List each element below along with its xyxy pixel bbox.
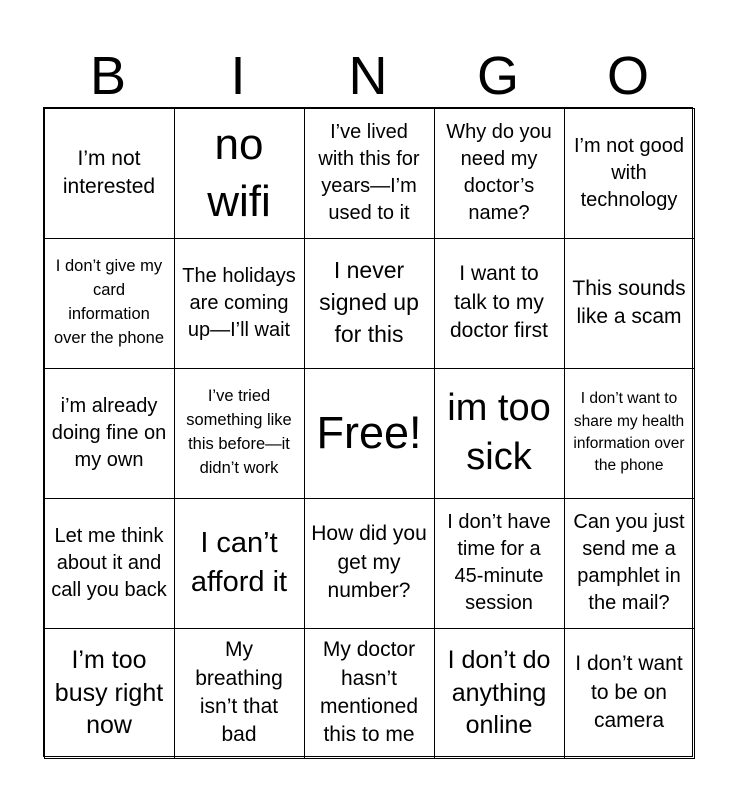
- cell-text: I’m too busy right now: [54, 646, 164, 740]
- bingo-cell[interactable]: [434, 368, 565, 499]
- cell-text: I’ve lived with this for years—I’m used to it: [318, 121, 420, 224]
- cell-text: I’ve tried something like this before—it didn’t work: [186, 387, 292, 477]
- cell-text: Why do you need my doctor’s name?: [446, 121, 552, 224]
- bingo-cell[interactable]: [304, 238, 435, 369]
- header-letter-n: N: [348, 46, 388, 106]
- cell-text: My doctor hasn’t mentioned this to me: [319, 638, 419, 747]
- free-space-text: Free!: [316, 407, 422, 458]
- bingo-cell[interactable]: [564, 238, 695, 369]
- bingo-cell[interactable]: [564, 498, 695, 629]
- cell-text: I’m not good with technology: [573, 134, 685, 211]
- bingo-cell[interactable]: [564, 108, 695, 239]
- bingo-cell[interactable]: [564, 368, 695, 499]
- cell-text: I don’t want to share my health information over the phone: [573, 390, 685, 475]
- cell-text: no wifi: [207, 119, 271, 226]
- cell-text: I never signed up for this: [319, 257, 419, 347]
- bingo-cell[interactable]: [434, 628, 565, 759]
- cell-text: I want to talk to my doctor first: [449, 262, 549, 343]
- bingo-cell[interactable]: [174, 108, 305, 239]
- cell-text: I don’t want to be on camera: [575, 652, 683, 733]
- cell-text: How did you get my number?: [311, 522, 427, 603]
- cell-text: I can’t afford it: [190, 526, 288, 598]
- bingo-cell[interactable]: [434, 238, 565, 369]
- header-letter-g: G: [476, 46, 519, 106]
- bingo-cell[interactable]: [44, 368, 175, 499]
- bingo-cell[interactable]: [44, 628, 175, 759]
- cell-text: im too sick: [447, 387, 551, 478]
- header-letter-o: O: [606, 46, 649, 106]
- cell-text: The holidays are coming up—I’ll wait: [182, 264, 296, 341]
- bingo-cell[interactable]: [174, 628, 305, 759]
- bingo-cell[interactable]: [564, 628, 695, 759]
- bingo-header: [43, 44, 693, 108]
- cell-text: This sounds like a scam: [572, 276, 686, 328]
- cell-text: I don’t do anything online: [447, 646, 551, 740]
- cell-text: i’m already doing fine on my own: [51, 394, 167, 471]
- header-letter-b: B: [89, 46, 127, 106]
- bingo-board: [43, 107, 693, 757]
- bingo-cell[interactable]: [174, 238, 305, 369]
- bingo-cell[interactable]: [434, 498, 565, 629]
- bingo-cell[interactable]: [174, 368, 305, 499]
- cell-text: Can you just send me a pamphlet in the mail?: [573, 511, 685, 614]
- cell-text: I don’t give my card information over the phone: [53, 257, 165, 347]
- bingo-cell[interactable]: [44, 238, 175, 369]
- cell-text: Let me think about it and call you back: [51, 524, 167, 601]
- bingo-cell[interactable]: [44, 498, 175, 629]
- bingo-cell[interactable]: [174, 498, 305, 629]
- cell-text: My breathing isn’t that bad: [195, 638, 283, 747]
- bingo-cell[interactable]: [304, 498, 435, 629]
- bingo-cell[interactable]: [44, 108, 175, 239]
- bingo-cell[interactable]: [434, 108, 565, 239]
- bingo-cell[interactable]: [304, 628, 435, 759]
- cell-text: I don’t have time for a 45-minute session: [447, 511, 551, 614]
- free-space-cell[interactable]: [304, 368, 435, 499]
- cell-text: I’m not interested: [62, 146, 156, 198]
- header-letter-i: I: [230, 46, 246, 106]
- bingo-cell[interactable]: [304, 108, 435, 239]
